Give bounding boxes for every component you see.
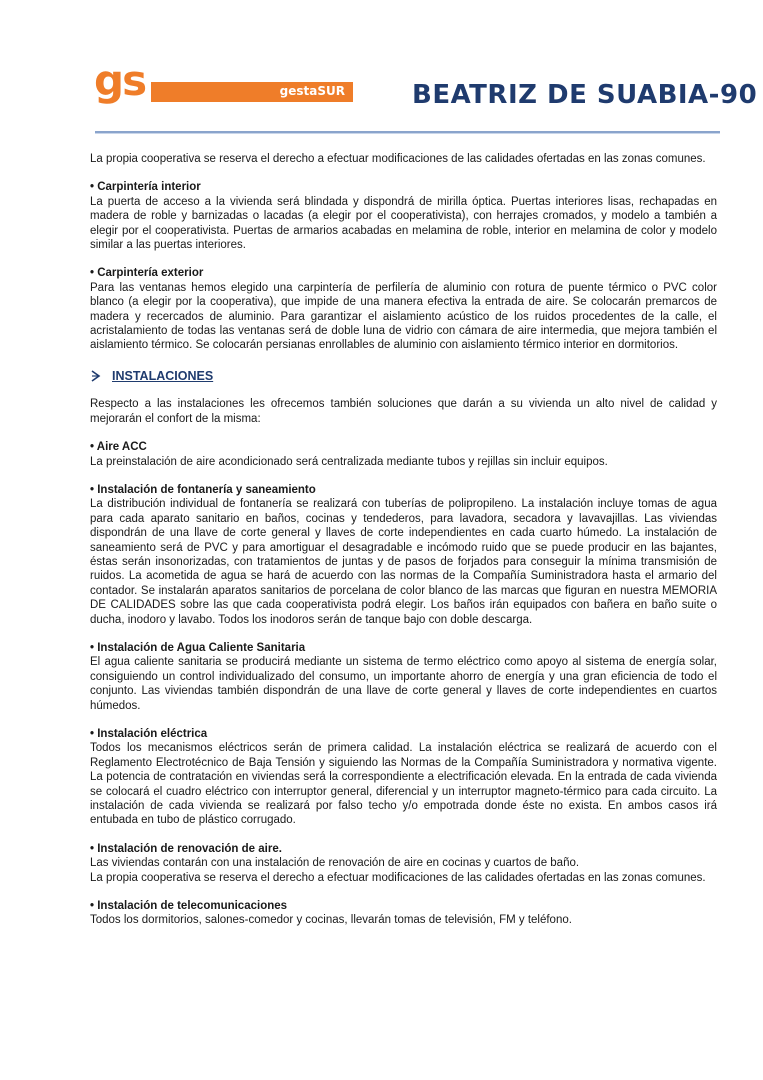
section-title-instalaciones: INSTALACIONES (112, 368, 214, 383)
paragraph-renovacion-aire: Las viviendas contarán con una instalación de renovación de aire en cocinas y cuartos de baño. (90, 857, 580, 870)
heading-electrica: • Instalación eléctrica (90, 728, 208, 740)
paragraph-telecomunicaciones: Todos los dormitorios, salones-comedor y cocinas, llevarán tomas de televisión, FM y teléfono. (90, 914, 572, 927)
paragraph-renovacion-nota: La propia cooperativa se reserva el derecho a efectuar modificaciones de las calidades ofertadas en las zonas comunes. (90, 871, 706, 884)
paragraph-aire-acc: La preinstalación de aire acondicionado será centralizada mediante tubos y rejillas sin incluir equipos. (90, 455, 608, 468)
paragraph-agua-caliente: El agua caliente sanitaria se producirá mediante un sistema de termo eléctrico como apoyo al sistema de energía solar, consiguiendo un control individualizado del consumo, un importante ahorro de energía y una gran eficiencia de todo el conjunto. Las viviendas también dispondrán de una llave de corte general y llaves de corte independientes en cuartos húmedos. (90, 656, 717, 712)
heading-telecomunicaciones: • Instalación de telecomunicaciones (90, 900, 288, 913)
paragraph-carpinteria-exterior: Para las ventanas hemos elegido una carpintería de perfilería de aluminio con rotura de puente térmico o PVC color blanco (a elegir por la cooperativa), que impide de una manera efectiva la entrada de aire. Se colocarán premarcos de madera y recercados de aluminio. Para garantizar el aislamiento acústico de los ruidos procedentes de la calle, el acristalamiento de todas las ventanas será de doble luna de vidrio con cámara de aire intermedia, que mejora también el aislamiento térmico. Se colocarán persianas enrollables de aluminio con aislamiento térmico interior en dormitorios. (90, 281, 717, 352)
paragraph-fontaneria: La distribución individual de fontanería se realizará con tuberías de polipropileno. La instalación incluye tomas de agua para cada aparato sanitario en baños, cocinas y tendederos, para lavadora, secadora y lavavajillas. Las viviendas dispondrán de una llave de corte general y llaves de corte independientes en cada cuarto húmedo. La instalación de saneamiento será de PVC y para amortiguar el desagradable e incómodo ruido que se puede producir en las bajantes, éstas serán insonorizadas, con tratamientos de juntas y de pasos de forjados para conseguir la mínima transmisión de ruidos. La acometida de agua se hará de acuerdo con las normas de la Compañía Suministradora hasta el armario del contador. Se instalarán aparatos sanitarios de porcelana de color blanco de las marcas que figuran en nuestra MEMORIA DE CALIDADES sobre las que cada cooperativista podrá elegir. Los baños irán equipados con bañera en baño suite o ducha, inodoro y lavabo. Todos los inodoros serán de tanque bajo con doble descarga. (90, 498, 717, 626)
heading-renovacion-aire: • Instalación de renovación de aire. (90, 842, 282, 855)
paragraph-carpinteria-interior: La puerta de acceso a la vivienda será blindada y dispondrá de mirilla óptica. Puertas interiores lisas, rechapadas en madera de roble y barnizadas o lacadas (a elegir por el cooperativista), con herrajes cromados, y modelo a también a elegir por el cooperativista. Puertas de armarios acabadas en melamina de roble, interior en melamina de color y modelo similar a las puertas interiores. (90, 195, 717, 252)
heading-fontaneria: • Instalación de fontanería y saneamiento (90, 483, 316, 496)
document-title: BEATRIZ DE SUABIA-90 (412, 80, 758, 110)
heading-agua-caliente: • Instalación de Agua Caliente Sanitaria (90, 641, 306, 654)
logo-name: gestaSUR (279, 84, 345, 98)
logo-bar (151, 82, 353, 102)
intro-paragraph: La propia cooperativa se reserva el derecho a efectuar modificaciones de las calidades ofertadas en las zonas comunes. (90, 153, 706, 165)
heading-carpinteria-interior: • Carpintería interior (90, 181, 201, 194)
logo-mark: gs (94, 56, 146, 105)
page-header (0, 0, 763, 140)
heading-carpinteria-exterior: • Carpintería exterior (90, 267, 204, 280)
header-divider (95, 131, 720, 134)
arrow-right-icon (90, 370, 106, 382)
paragraph-instalaciones-intro: Respecto a las instalaciones les ofrecemos también soluciones que darán a su vivienda un alto nivel de calidad y mejorarán el confort de la misma: (90, 398, 717, 425)
document-body (90, 152, 717, 928)
section-instalaciones (90, 369, 717, 383)
heading-aire-acc: • Aire ACC (90, 441, 147, 454)
paragraph-electrica: Todos los mecanismos eléctricos serán de primera calidad. La instalación eléctrica se realizará de acuerdo con el Reglamento Electrotécnico de Baja Tensión y siguiendo las Normas de la Compañía Suministradora y normativa vigente. La potencia de contratación en viviendas será la correspondiente a electrificación elevada. En la entrada de cada vivienda se colocará el cuadro eléctrico con interruptor general, diferencial y un interruptor magneto-térmico para cada circuito. La instalación de cada vivienda se realizará por falso techo y/o empotrada donde éste no exista. En ambos casos irá entubada en tubo de plástico corrugado. (90, 742, 717, 827)
